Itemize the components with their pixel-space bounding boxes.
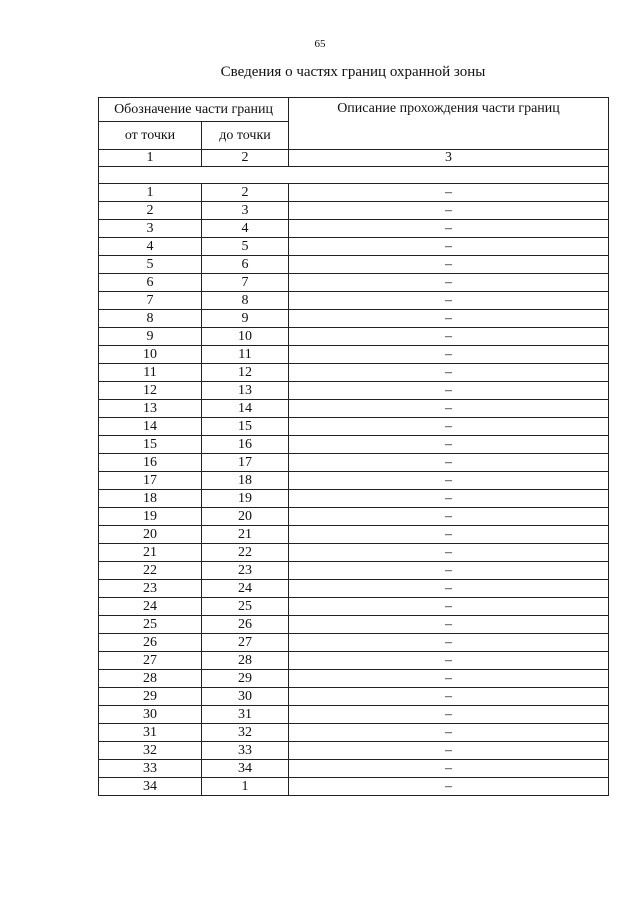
to-point-cell: 34 [202,760,289,778]
boundary-parts-table [98,97,609,796]
table-row [99,400,609,418]
table-row [99,508,609,526]
from-point-cell: 17 [99,472,202,490]
to-point-cell: 8 [202,292,289,310]
description-cell: – [289,652,609,670]
to-point-cell: 19 [202,490,289,508]
table-row [99,256,609,274]
table-row [99,724,609,742]
description-cell: – [289,364,609,382]
to-point-cell: 15 [202,418,289,436]
table-row [99,562,609,580]
table-row [99,454,609,472]
description-cell: – [289,400,609,418]
from-point-cell: 20 [99,526,202,544]
description-cell: – [289,742,609,760]
from-point-cell: 4 [99,238,202,256]
table-row [99,490,609,508]
to-point-cell: 25 [202,598,289,616]
table-row [99,706,609,724]
to-point-cell: 20 [202,508,289,526]
description-cell: – [289,580,609,598]
to-point-cell: 4 [202,220,289,238]
description-cell: – [289,706,609,724]
from-point-cell: 34 [99,778,202,796]
table-row [99,652,609,670]
to-point-cell: 11 [202,346,289,364]
description-cell: – [289,634,609,652]
description-cell: – [289,202,609,220]
from-point-cell: 19 [99,508,202,526]
to-point-cell: 30 [202,688,289,706]
table-row [99,526,609,544]
to-point-cell: 6 [202,256,289,274]
from-point-cell: 22 [99,562,202,580]
description-cell: – [289,562,609,580]
description-cell: – [289,238,609,256]
from-point-cell: 28 [99,670,202,688]
to-point-cell: 9 [202,310,289,328]
to-point-cell: 13 [202,382,289,400]
header-designation: Обозначение части границ [99,98,289,122]
from-point-cell: 5 [99,256,202,274]
from-point-cell: 6 [99,274,202,292]
to-point-cell: 17 [202,454,289,472]
to-point-cell: 27 [202,634,289,652]
header-from-point: от точки [99,122,202,150]
table-row [99,670,609,688]
description-cell: – [289,454,609,472]
header-description: Описание прохождения части границ [289,98,609,150]
description-cell: – [289,418,609,436]
table-row [99,238,609,256]
from-point-cell: 25 [99,616,202,634]
table-row [99,688,609,706]
to-point-cell: 28 [202,652,289,670]
description-cell: – [289,508,609,526]
from-point-cell: 10 [99,346,202,364]
description-cell: – [289,472,609,490]
to-point-cell: 18 [202,472,289,490]
from-point-cell: 8 [99,310,202,328]
table-row [99,220,609,238]
table-row [99,202,609,220]
to-point-cell: 26 [202,616,289,634]
from-point-cell: 32 [99,742,202,760]
table-row [99,346,609,364]
table-row [99,328,609,346]
column-number: 2 [202,150,289,167]
table-row [99,184,609,202]
table-row [99,472,609,490]
to-point-cell: 14 [202,400,289,418]
from-point-cell: 33 [99,760,202,778]
description-cell: – [289,616,609,634]
table-row [99,382,609,400]
table-row [99,742,609,760]
to-point-cell: 16 [202,436,289,454]
description-cell: – [289,526,609,544]
to-point-cell: 1 [202,778,289,796]
table-row [99,580,609,598]
from-point-cell: 31 [99,724,202,742]
from-point-cell: 24 [99,598,202,616]
description-cell: – [289,544,609,562]
table-row [99,616,609,634]
from-point-cell: 2 [99,202,202,220]
to-point-cell: 10 [202,328,289,346]
to-point-cell: 32 [202,724,289,742]
column-number-row [99,150,609,167]
description-cell: – [289,310,609,328]
from-point-cell: 23 [99,580,202,598]
description-cell: – [289,598,609,616]
description-cell: – [289,688,609,706]
from-point-cell: 7 [99,292,202,310]
table-row [99,436,609,454]
description-cell: – [289,292,609,310]
to-point-cell: 21 [202,526,289,544]
table-row [99,418,609,436]
from-point-cell: 29 [99,688,202,706]
from-point-cell: 13 [99,400,202,418]
header-to-point: до точки [202,122,289,150]
to-point-cell: 3 [202,202,289,220]
to-point-cell: 23 [202,562,289,580]
from-point-cell: 12 [99,382,202,400]
description-cell: – [289,274,609,292]
column-number: 1 [99,150,202,167]
blank-row [99,167,609,184]
table-row [99,364,609,382]
table-row [99,292,609,310]
from-point-cell: 18 [99,490,202,508]
blank-cell [99,167,609,184]
description-cell: – [289,220,609,238]
description-cell: – [289,346,609,364]
description-cell: – [289,670,609,688]
description-cell: – [289,256,609,274]
to-point-cell: 22 [202,544,289,562]
to-point-cell: 29 [202,670,289,688]
to-point-cell: 5 [202,238,289,256]
to-point-cell: 31 [202,706,289,724]
table-row [99,310,609,328]
from-point-cell: 9 [99,328,202,346]
table-row [99,778,609,796]
from-point-cell: 16 [99,454,202,472]
description-cell: – [289,490,609,508]
from-point-cell: 1 [99,184,202,202]
from-point-cell: 3 [99,220,202,238]
description-cell: – [289,778,609,796]
description-cell: – [289,184,609,202]
description-cell: – [289,724,609,742]
to-point-cell: 33 [202,742,289,760]
table-row [99,760,609,778]
document-title: Сведения о частях границ охранной зоны [220,64,486,80]
column-number: 3 [289,150,609,167]
from-point-cell: 14 [99,418,202,436]
table-row [99,544,609,562]
from-point-cell: 27 [99,652,202,670]
from-point-cell: 26 [99,634,202,652]
page-number: 65 [314,38,326,50]
to-point-cell: 24 [202,580,289,598]
from-point-cell: 11 [99,364,202,382]
description-cell: – [289,760,609,778]
description-cell: – [289,328,609,346]
description-cell: – [289,382,609,400]
from-point-cell: 15 [99,436,202,454]
table-row [99,274,609,292]
to-point-cell: 12 [202,364,289,382]
description-cell: – [289,436,609,454]
table-body [99,150,609,796]
to-point-cell: 2 [202,184,289,202]
from-point-cell: 21 [99,544,202,562]
table-row [99,598,609,616]
from-point-cell: 30 [99,706,202,724]
to-point-cell: 7 [202,274,289,292]
table-row [99,634,609,652]
